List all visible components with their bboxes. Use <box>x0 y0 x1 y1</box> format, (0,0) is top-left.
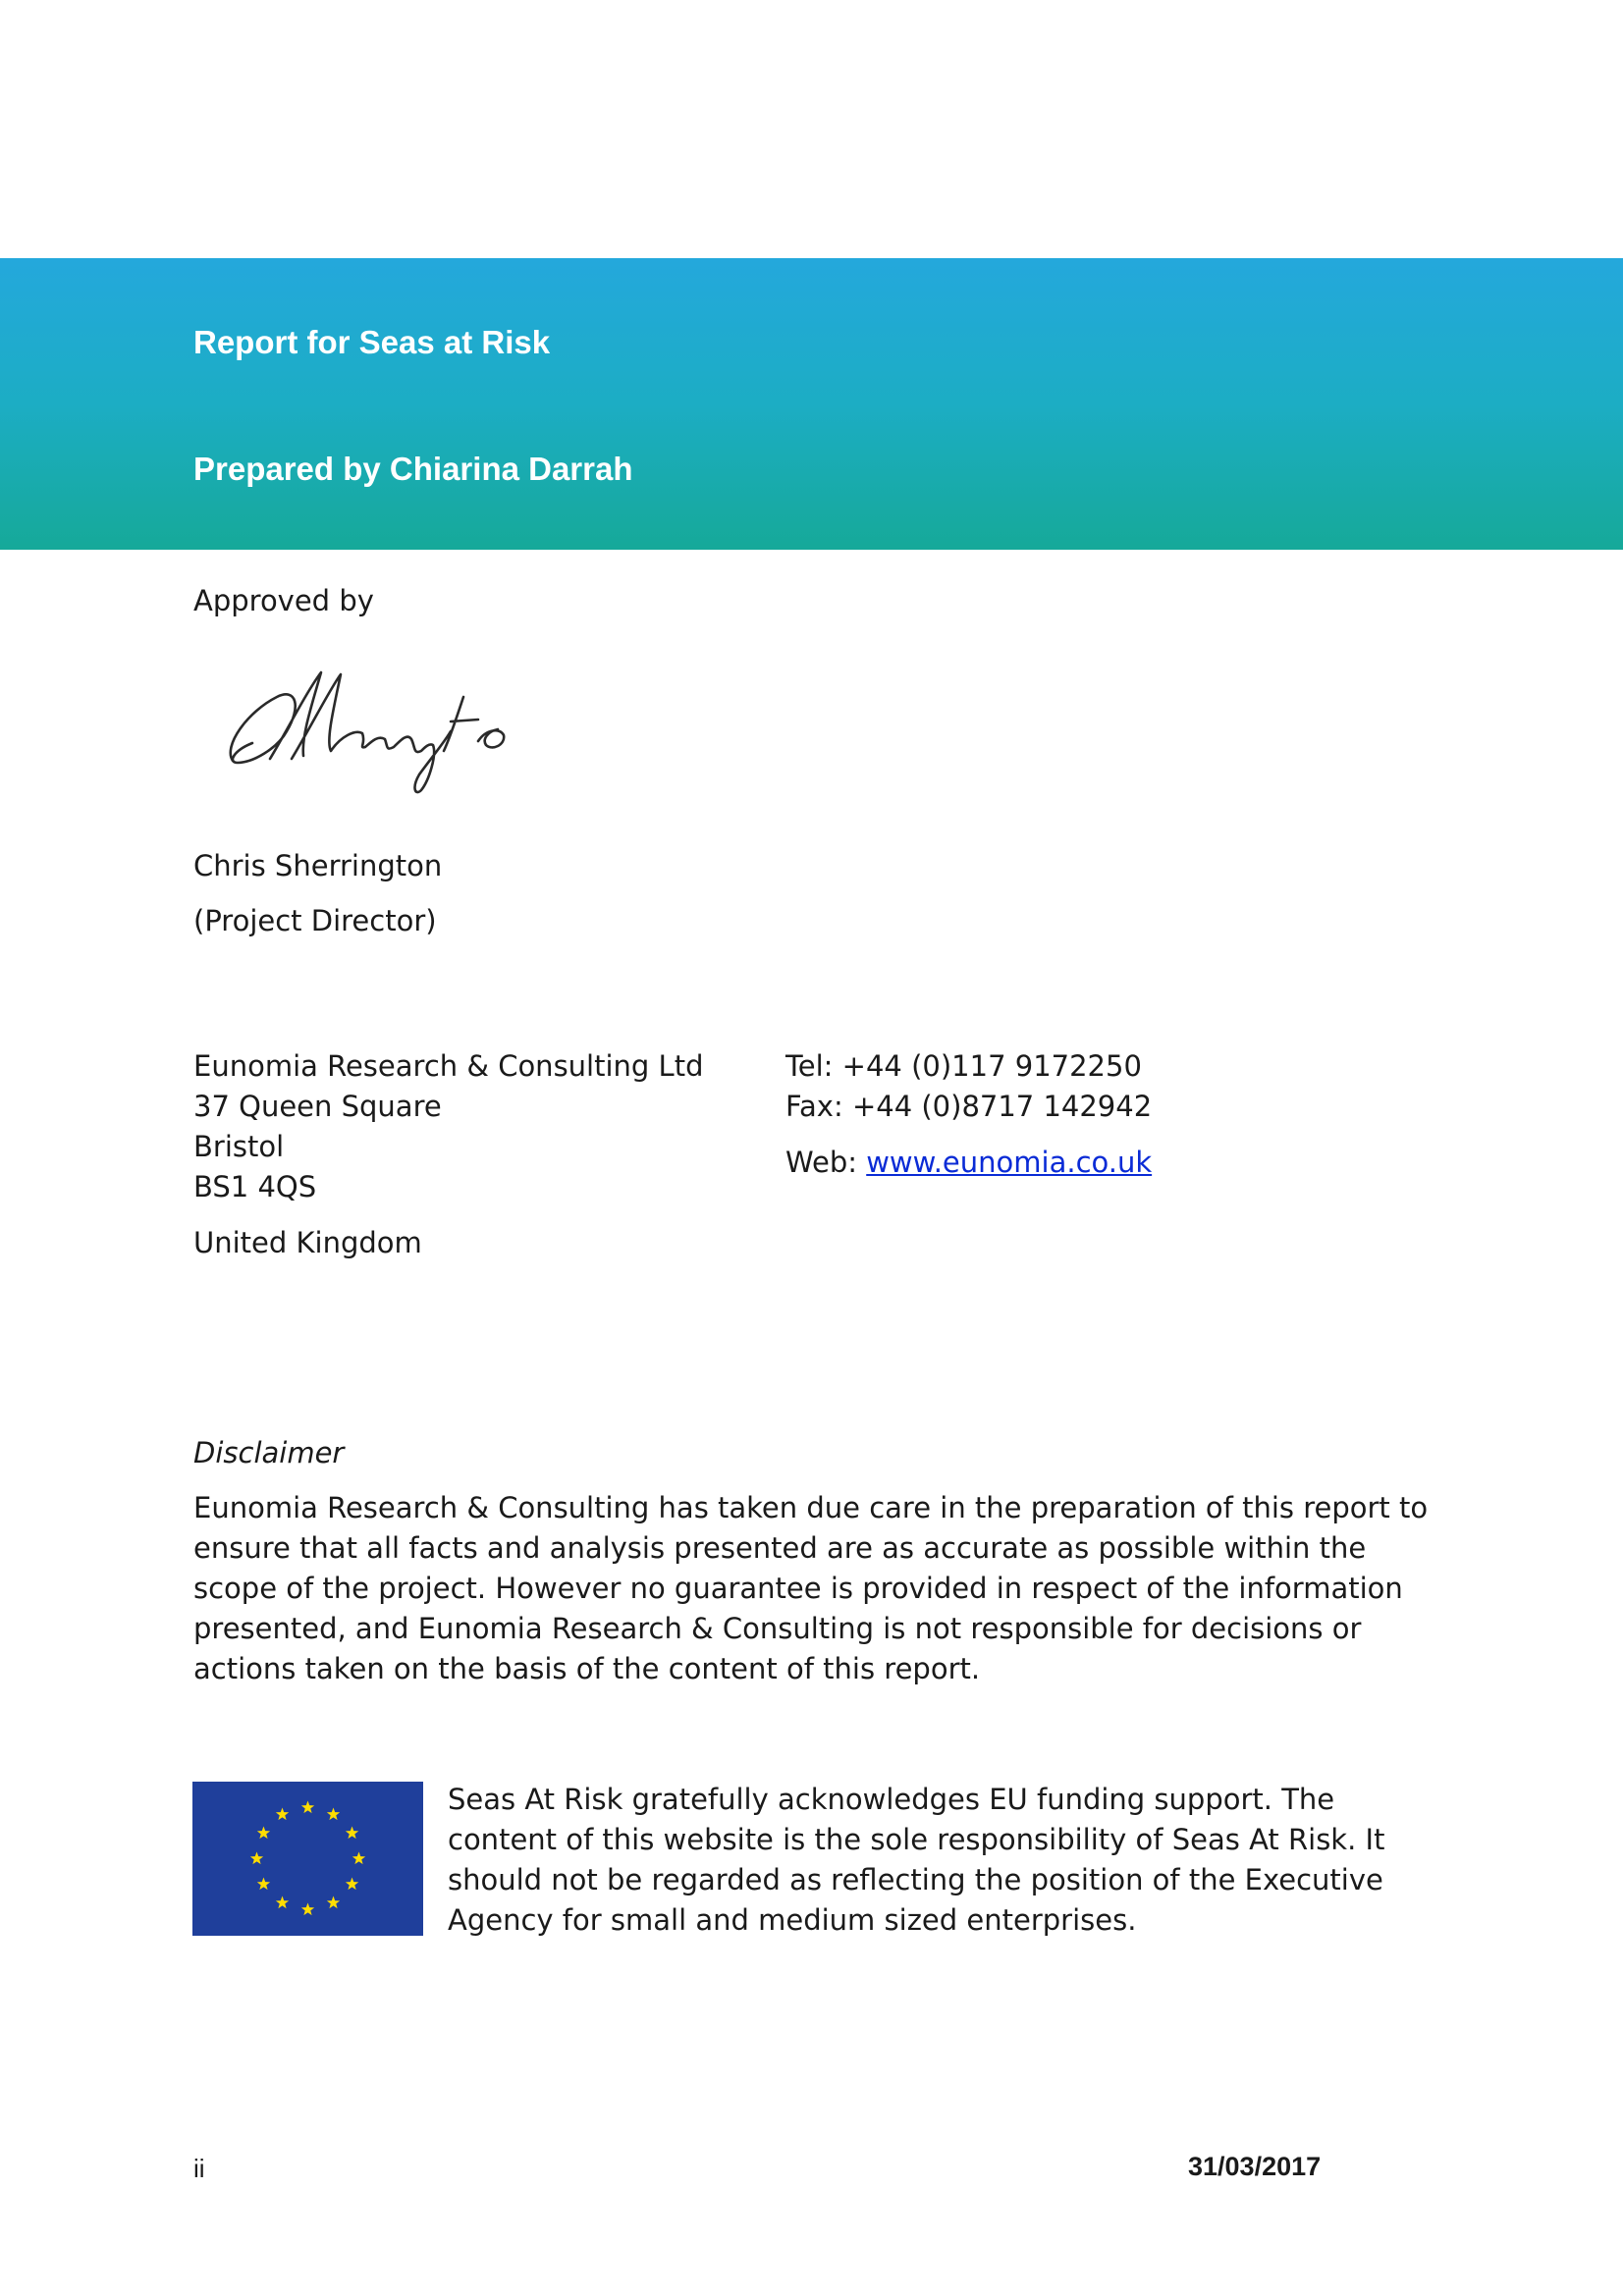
acknowledgement-line: should not be regarded as reflecting the position of the Executive <box>448 1863 1383 1896</box>
signer-name: Chris Sherrington <box>193 849 443 882</box>
disclaimer-text <box>193 1488 1429 1689</box>
address-company: Eunomia Research & Consulting Ltd <box>193 1049 704 1083</box>
acknowledgement-line: Seas At Risk gratefully acknowledges EU funding support. The <box>448 1783 1335 1816</box>
acknowledgement-line: content of this website is the sole responsibility of Seas At Risk. It <box>448 1823 1385 1856</box>
contact-web <box>785 1143 1152 1183</box>
title-banner <box>0 258 1623 550</box>
disclaimer-line: actions taken on the basis of the content of this report. <box>193 1652 981 1685</box>
approved-by-label: Approved by <box>193 584 374 617</box>
disclaimer-line: ensure that all facts and analysis presented are as accurate as possible within the <box>193 1531 1367 1565</box>
acknowledgement-line: Agency for small and medium sized enterprises. <box>448 1903 1137 1937</box>
disclaimer-heading: Disclaimer <box>193 1436 345 1469</box>
address-street: 37 Queen Square <box>193 1090 442 1123</box>
footer-date: 31/03/2017 <box>1188 2152 1322 2181</box>
report-title: Report for Seas at Risk <box>193 324 551 360</box>
web-label: Web: <box>785 1146 867 1179</box>
disclaimer-line: scope of the project. However no guarantee is provided in respect of the information <box>193 1572 1403 1605</box>
eu-flag-icon <box>192 1782 423 1936</box>
signature-image <box>193 653 537 810</box>
eu-acknowledgement <box>448 1780 1385 1941</box>
website-link[interactable]: www.eunomia.co.uk <box>866 1146 1153 1179</box>
address-postcode: BS1 4QS <box>193 1170 317 1203</box>
address-country: United Kingdom <box>193 1226 422 1259</box>
page-number: ii <box>193 2154 205 2183</box>
disclaimer-line: presented, and Eunomia Research & Consulting is not responsible for decisions or <box>193 1612 1362 1645</box>
address-city: Bristol <box>193 1130 285 1163</box>
contact-tel: Tel: +44 (0)117 9172250 <box>785 1049 1142 1083</box>
disclaimer-line: Eunomia Research & Consulting has taken due care in the preparation of this report to <box>193 1491 1429 1524</box>
prepared-by: Prepared by Chiarina Darrah <box>193 451 633 487</box>
contact-fax: Fax: +44 (0)8717 142942 <box>785 1090 1153 1123</box>
signer-role: (Project Director) <box>193 904 437 937</box>
